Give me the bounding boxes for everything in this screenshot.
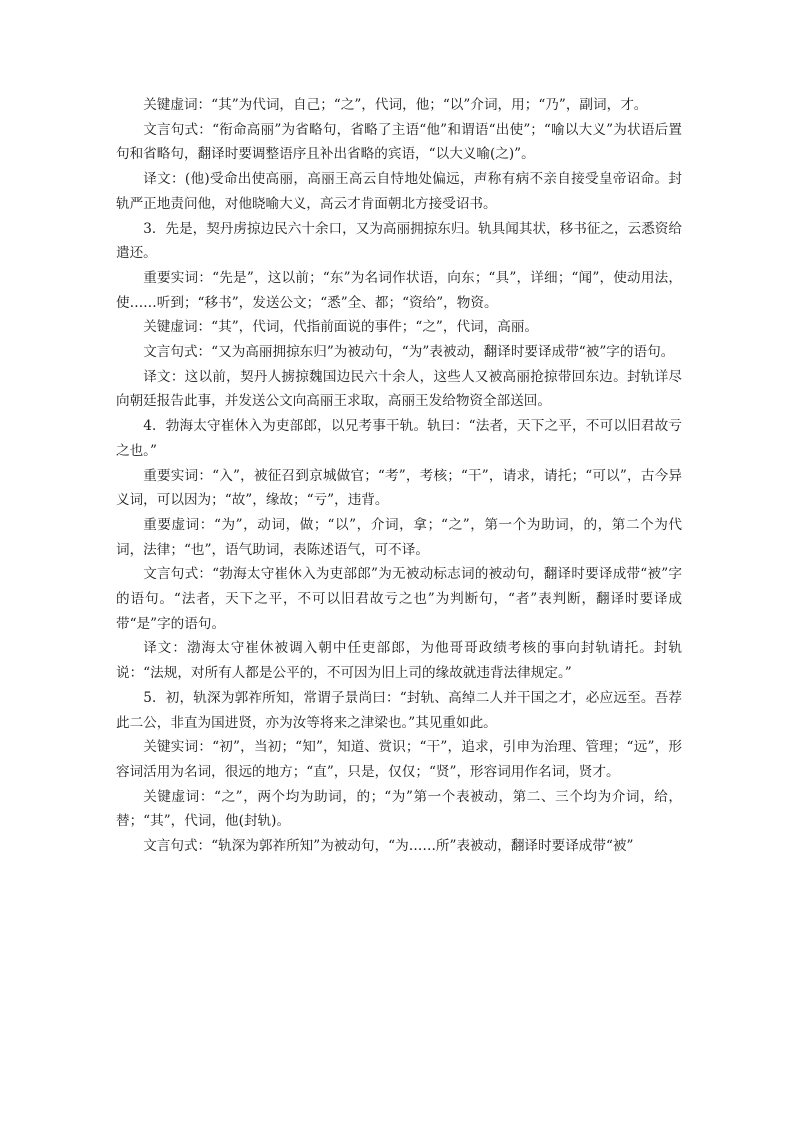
paragraph: 译文：渤海太守崔休被调入朝中任吏部郎，为他哥哥政绩考核的事向封轨请托。封轨说：“法规，对所有人都是公平的，不可因为旧上司的缘故就违背法律规定。” [116,640,682,682]
document-page [116,93,682,859]
paragraph: 译文：(他)受命出使高丽，高丽王高云自恃地处偏远，声称有病不亲自接受皇帝诏命。封轨严正地责问他，对他晓喻大义，高云才肯面朝北方接受诏书。 [116,171,682,212]
paragraph: 重要虚词：“为”，动词，做；“以”，介词，拿；“之”，第一个为助词，的，第二个为代词，法律；“也”，语气助词，表陈述语气，可不译。 [116,516,682,558]
paragraph: 文言句式：“轨深为郭祚所知”为被动句，“为……所”表被动，翻译时要译成带“被” [143,838,634,855]
paragraph: 文言句式：“衔命高丽”为省略句，省略了主语“他”和谓语“出使”；“喻以大义”为状语后置句和省略句，翻译时要调整语序且补出省略的宾语，“以大义喻(之)”。 [116,121,682,163]
paragraph: 4．勃海太守崔休入为吏部郎，以兄考事干轨。轨曰：“法者，天下之平，不可以旧君故亏之也。” [116,418,682,459]
paragraph: 关键虚词：“之”，两个均为助词，的；“为”第一个表被动，第二、三个均为介词，给，替；“其”，代词，他(封轨)。 [116,788,682,830]
paragraph: 译文：这以前，契丹人掳掠魏国边民六十余人，这些人又被高丽抢掠带回东边。封轨详尽向朝廷报告此事，并发送公文向高丽王求取，高丽王发给物资全部送回。 [116,368,682,410]
paragraph: 关键虚词：“其”，代词，代指前面说的事件；“之”，代词，高丽。 [143,319,539,336]
paragraph: 文言句式：“勃海太守崔休入为吏部郎”为无被动标志词的被动句，翻译时要译成带“被”字的语句。“法者，天下之平，不可以旧君故亏之也”为判断句，“者”表判断，翻译时要译成带“是”字的语句。 [116,566,682,632]
paragraph: 5．初，轨深为郭祚所知，常谓子景尚曰：“封轨、高绰二人并干国之才，必应远至。吾荐此二公，非直为国进贤，亦为汝等将来之津梁也。”其见重如此。 [116,689,682,731]
paragraph: 关键实词：“初”，当初；“知”，知道、赏识；“干”，追求，引申为治理、管理；“远”，形容词活用为名词，很远的地方；“直”，只是，仅仅；“贤”，形容词用作名词，贤才。 [116,739,682,780]
paragraph: 重要实词：“先是”，这以前；“东”为名词作状语，向东；“具”，详细；“闻”，使动用法，使……听到；“移书”，发送公文；“悉”全、都；“资给”，物资。 [116,269,682,311]
paragraph: 关键虚词：“其”为代词，自己；“之”，代词，他；“以”介词，用；“乃”，副词，才。 [143,97,648,113]
paragraph: 3．先是，契丹虏掠边民六十余口，又为高丽拥掠东归。轨具闻其状，移书征之，云悉资给遣还。 [116,220,682,262]
paragraph: 重要实词：“入”，被征召到京城做官；“考”，考核；“干”，请求，请托；“可以”，古今异义词，可以因为；“故”，缘故；“亏”，违背。 [116,467,682,509]
paragraph: 文言句式：“又为高丽拥掠东归”为被动句，“为”表被动，翻译时要译成带“被”字的语句。 [143,344,675,361]
